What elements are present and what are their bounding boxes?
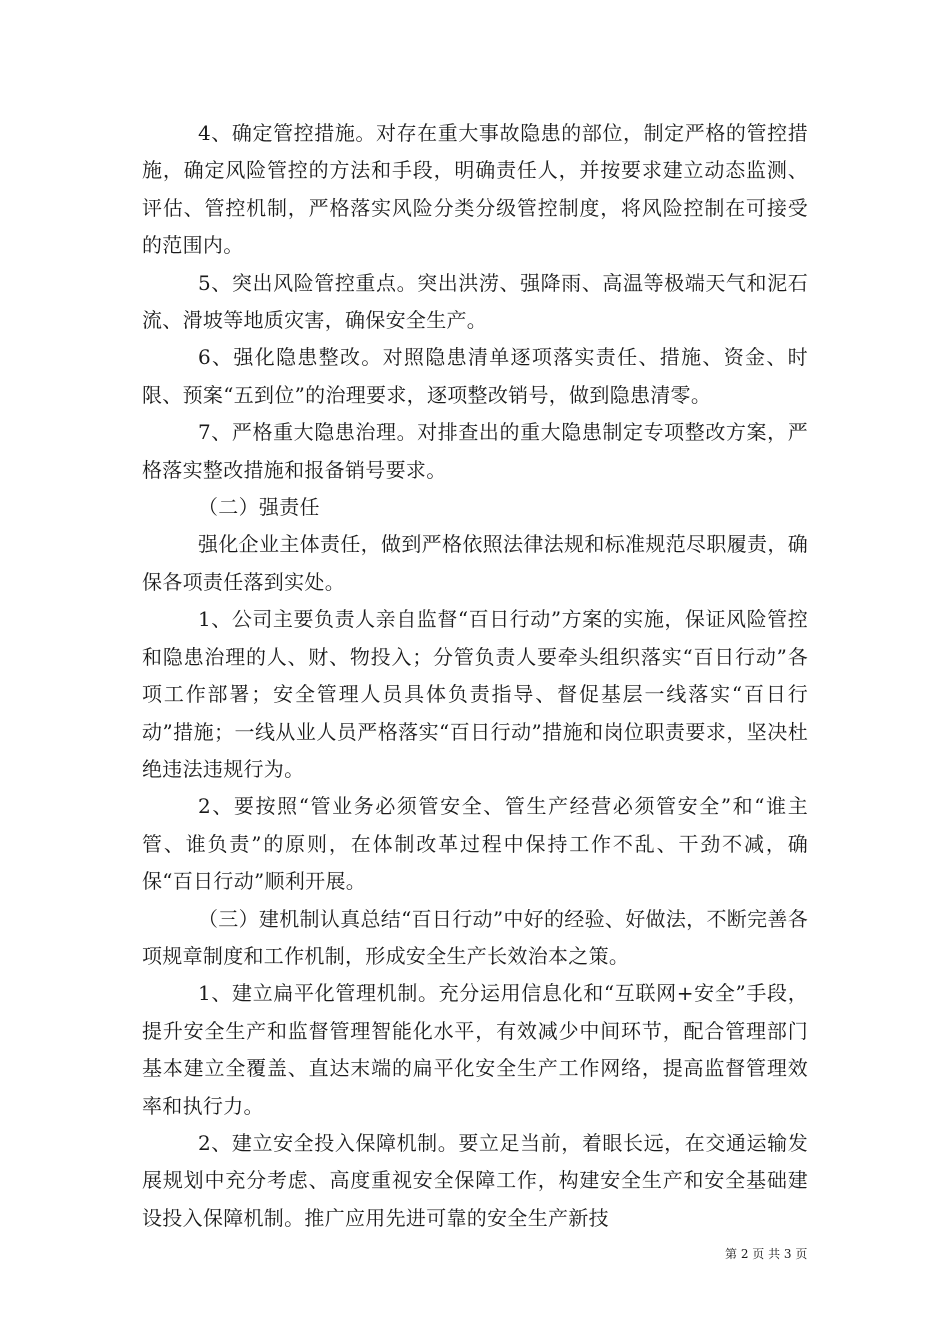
section-heading-mechanism: （三）建机制认真总结“百日行动”中好的经验、好做法，不断完善各项规章制度和工作机制，形成安全生产长效治本之策。 — [142, 906, 808, 968]
page-number-footer: 第 2 页 共 3 页 — [725, 1247, 808, 1261]
paragraph-mechanism-item-1: 1、建立扁平化管理机制。充分运用信息化和“互联网+安全”手段，提升安全生产和监督管理智能化水平，有效减少中间环节，配合管理部门基本建立全覆盖、直达末端的扁平化安全生产工作网络，提高监督管理效率和执行力。 — [142, 981, 808, 1118]
paragraph-item-6-hazard-rectification: 6、强化隐患整改。对照隐患清单逐项落实责任、措施、资金、时限、预案“五到位”的治理要求，逐项整改销号，做到隐患清零。 — [142, 345, 808, 407]
paragraph-mechanism-item-2: 2、建立安全投入保障机制。要立足当前，着眼长远，在交通运输发展规划中充分考虑、高度重视安全保障工作，构建安全生产和安全基础建设投入保障机制。推广应用先进可靠的安全生产新技 — [142, 1130, 808, 1230]
paragraph-item-4-controls: 4、确定管控措施。对存在重大事故隐患的部位，制定严格的管控措施，确定风险管控的方法和手段，明确责任人，并按要求建立动态监测、评估、管控机制，严格落实风险分类分级管控制度，将风险控制在可接受的范围内。 — [142, 121, 808, 258]
section-heading-responsibility: （二）强责任 — [198, 495, 320, 520]
document-body — [142, 115, 808, 1237]
paragraph-item-7-major-hazard: 7、严格重大隐患治理。对排查出的重大隐患制定专项整改方案，严格落实整改措施和报备销号要求。 — [142, 420, 808, 482]
paragraph-responsibility-item-1: 1、公司主要负责人亲自监督“百日行动”方案的实施，保证风险管控和隐患治理的人、财、物投入；分管负责人要牵头组织落实“百日行动”各项工作部署；安全管理人员具体负责指导、督促基层一线落实“百日行动”措施；一线从业人员严格落实“百日行动”措施和岗位职责要求，坚决杜绝违法违规行为。 — [142, 607, 808, 781]
paragraph-item-5-risk-focus: 5、突出风险管控重点。突出洪涝、强降雨、高温等极端天气和泥石流、滑坡等地质灾害，确保安全生产。 — [142, 270, 808, 333]
paragraph-responsibility-item-2: 2、要按照“管业务必须管安全、管生产经营必须管安全”和“谁主管、谁负责”的原则，在体制改革过程中保持工作不乱、干劲不减，确保“百日行动”顺利开展。 — [142, 794, 808, 894]
paragraph-responsibility-intro: 强化企业主体责任，做到严格依照法律法规和标准规范尽职履责，确保各项责任落到实处。 — [142, 532, 808, 594]
